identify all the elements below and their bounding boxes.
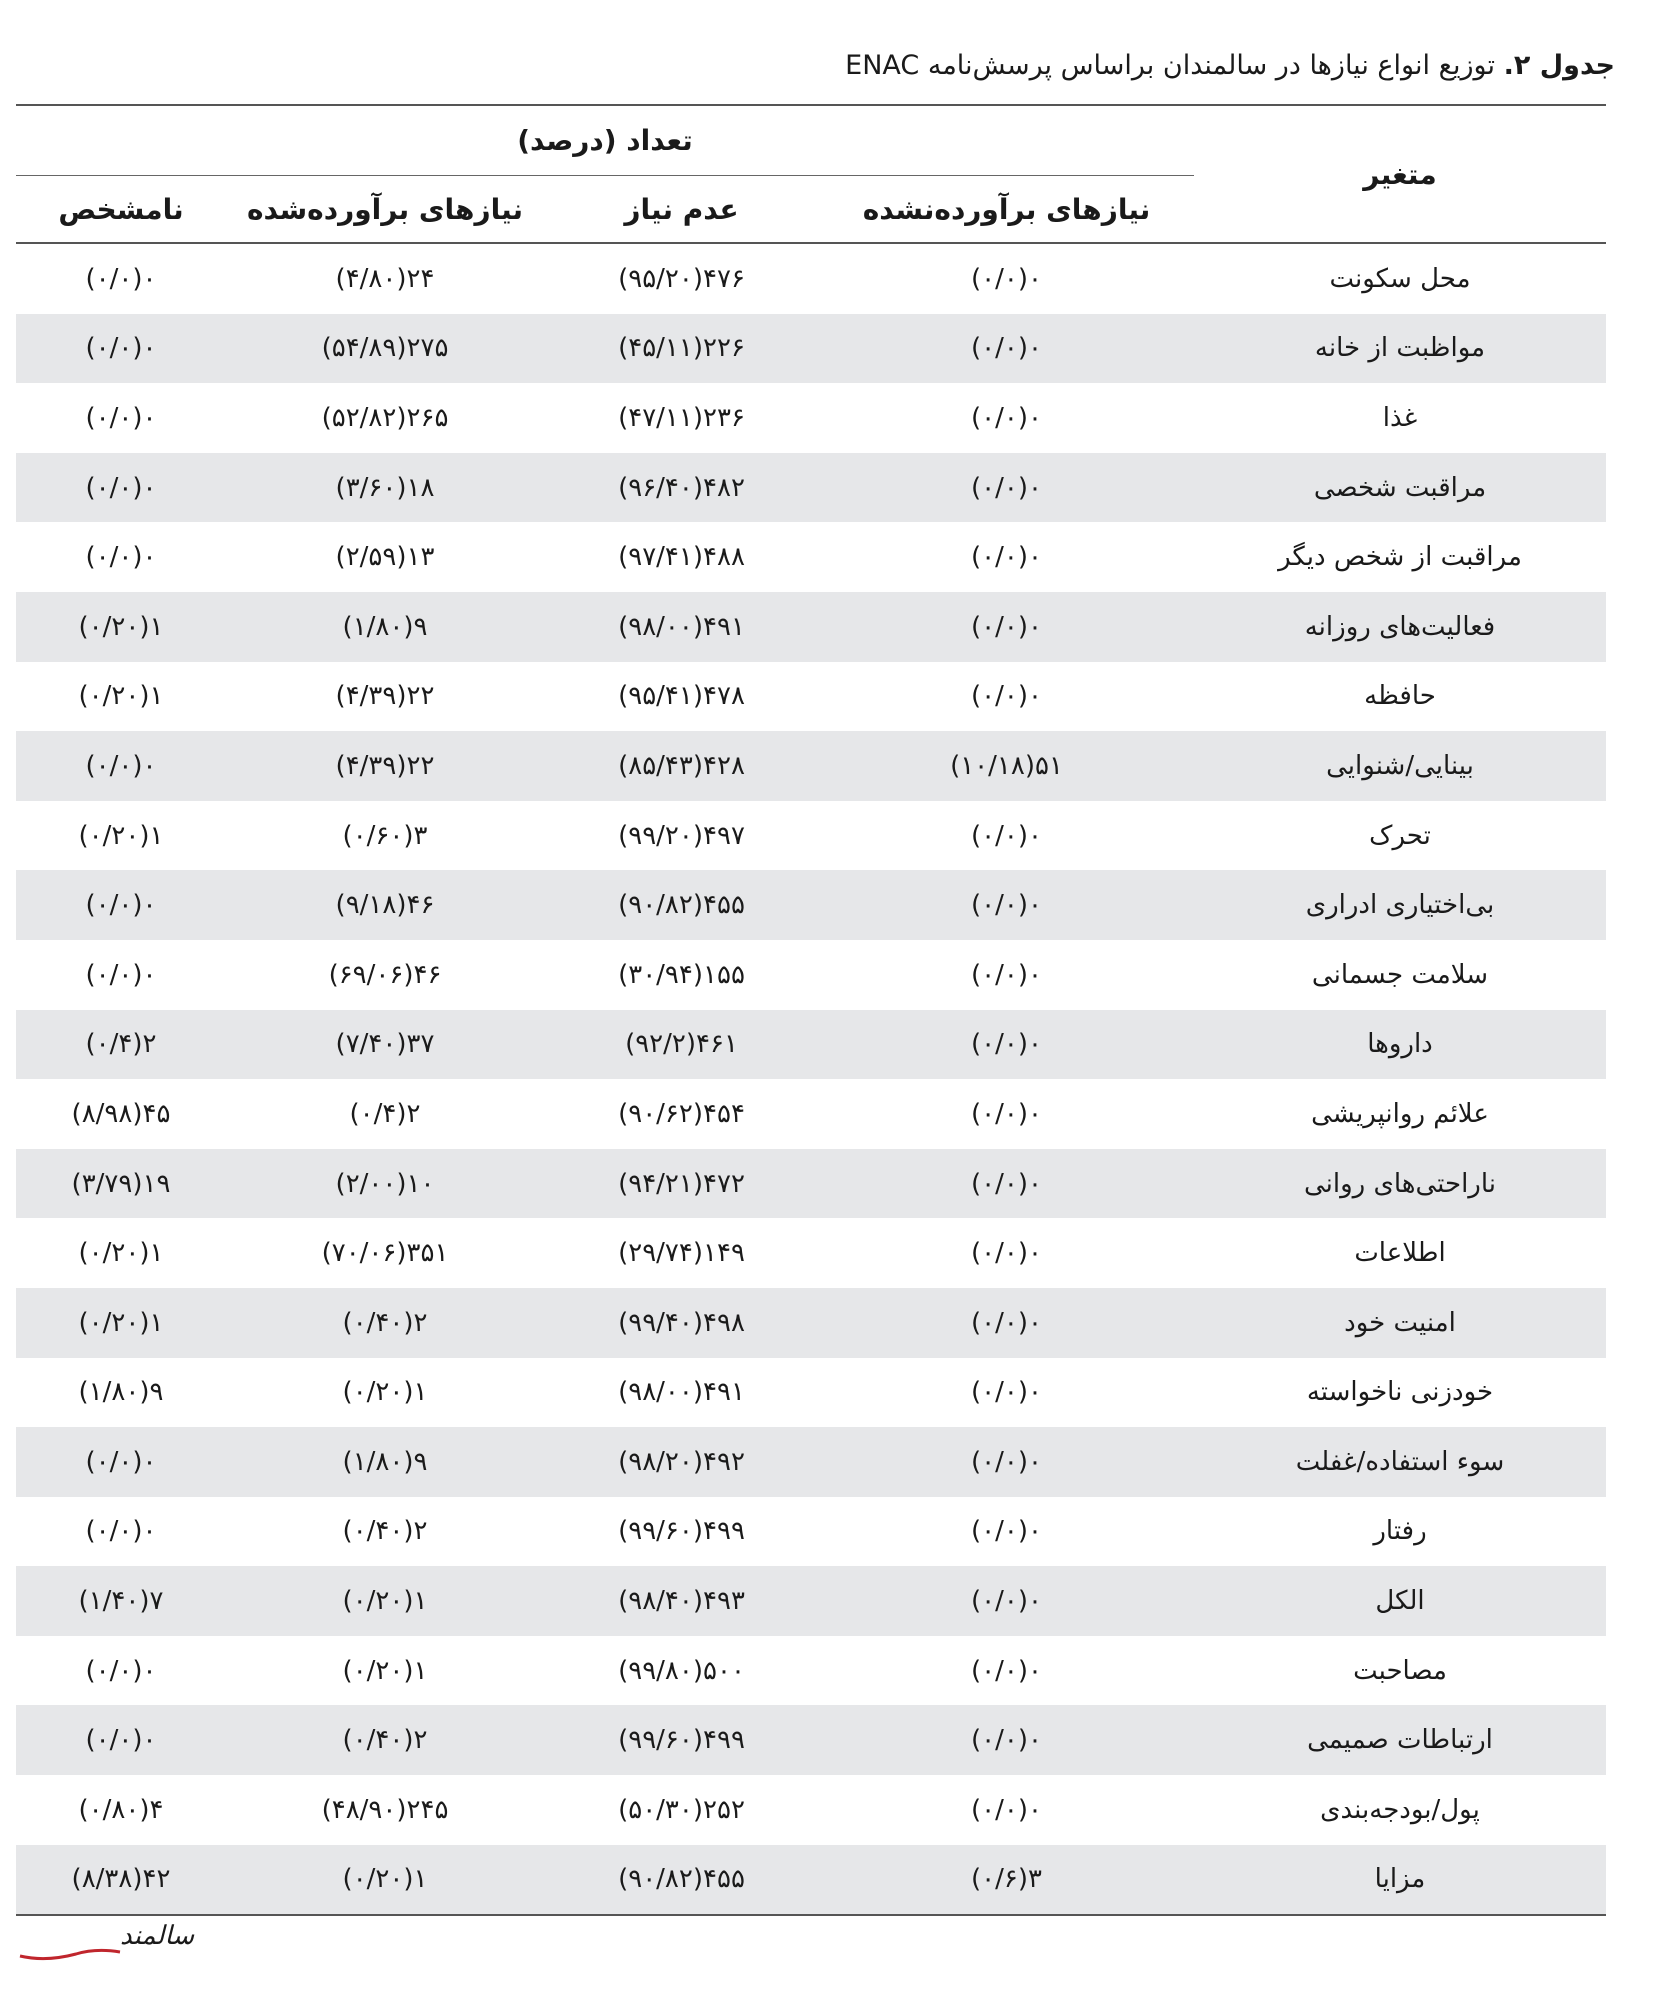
table-row	[16, 1358, 1606, 1428]
cell-no-need: ۱۴۹(۲۹/۷۴)	[618, 1238, 745, 1269]
table-row	[16, 1636, 1606, 1706]
table-caption	[35, 46, 1615, 86]
cell-no-need: ۴۷۲(۹۴/۲۱)	[544, 1149, 819, 1219]
cell-met-needs: ۲(۰/۴۰)	[342, 1516, 428, 1547]
table-row	[16, 453, 1606, 523]
cell-variable: امنیت خود	[1194, 1288, 1606, 1358]
cell-unmet-needs: ۰(۰/۰)	[971, 820, 1042, 851]
cell-met-needs: ۳۵۱(۷۰/۰۶)	[321, 1238, 449, 1269]
table-row	[16, 662, 1606, 732]
cell-unmet-needs: ۰(۰/۰)	[971, 1516, 1042, 1547]
cell-no-need: ۵۰۰(۹۹/۸۰)	[618, 1655, 745, 1686]
cell-met-needs: ۴۶(۹/۱۸)	[226, 870, 544, 940]
cell-unknown: ۱(۰/۲۰)	[78, 820, 164, 851]
cell-unmet-needs: ۰(۰/۰)	[819, 870, 1194, 940]
table-row	[16, 940, 1606, 1010]
cell-met-needs: ۱(۰/۲۰)	[342, 1377, 428, 1408]
cell-variable: مراقبت شخصی	[1194, 453, 1606, 523]
cell-unmet-needs: ۰(۰/۰)	[819, 314, 1194, 384]
table-row	[16, 1288, 1606, 1358]
table-row	[16, 1427, 1606, 1497]
cell-unknown: ۰(۰/۰)	[16, 731, 226, 801]
cell-no-need: ۴۵۵(۹۰/۸۲)	[544, 870, 819, 940]
needs-table	[16, 104, 1606, 1916]
needs-table-wrapper	[16, 104, 1606, 1916]
cell-unmet-needs: ۰(۰/۰)	[819, 453, 1194, 523]
cell-variable: محل سکونت	[1329, 263, 1471, 294]
table-row	[16, 1149, 1606, 1219]
cell-met-needs: ۱۳(۲/۵۹)	[335, 542, 435, 573]
table-row	[16, 870, 1606, 940]
cell-no-need: ۱۵۵(۳۰/۹۴)	[618, 959, 745, 990]
cell-unmet-needs: ۰(۰/۰)	[971, 1377, 1042, 1408]
cell-unmet-needs: ۰(۰/۰)	[819, 1705, 1194, 1775]
cell-unknown: ۰(۰/۰)	[16, 870, 226, 940]
table-row	[16, 731, 1606, 801]
cell-unmet-needs: ۰(۰/۰)	[971, 1238, 1042, 1269]
cell-unknown: ۱(۰/۲۰)	[78, 681, 164, 712]
table-header	[16, 105, 1606, 243]
cell-unknown: ۴۲(۸/۳۸)	[16, 1845, 226, 1916]
table-row	[16, 1845, 1606, 1916]
cell-unknown: ۰(۰/۰)	[16, 314, 226, 384]
cell-met-needs: ۱۸(۳/۶۰)	[226, 453, 544, 523]
cell-no-need: ۲۳۶(۴۷/۱۱)	[618, 402, 745, 433]
cell-unknown: ۰(۰/۰)	[16, 453, 226, 523]
cell-unknown: ۷(۱/۴۰)	[16, 1566, 226, 1636]
table-body	[16, 243, 1606, 1915]
table-row	[16, 383, 1606, 453]
header-group-count-percent: تعداد (درصد)	[16, 105, 1194, 176]
table-row	[16, 1218, 1606, 1288]
cell-variable: علائم روانپریشی	[1311, 1098, 1489, 1129]
cell-no-need: ۴۹۲(۹۸/۲۰)	[544, 1427, 819, 1497]
cell-variable: مواظبت از خانه	[1194, 314, 1606, 384]
cell-variable: مزایا	[1194, 1845, 1606, 1916]
cell-no-need: ۴۹۳(۹۸/۴۰)	[544, 1566, 819, 1636]
cell-variable: الکل	[1194, 1566, 1606, 1636]
cell-no-need: ۴۹۹(۹۹/۶۰)	[544, 1705, 819, 1775]
cell-unmet-needs: ۰(۰/۰)	[971, 1794, 1042, 1825]
table-row	[16, 1566, 1606, 1636]
cell-unknown: ۰(۰/۰)	[85, 263, 157, 294]
cell-no-need: ۴۸۲(۹۶/۴۰)	[544, 453, 819, 523]
cell-no-need: ۴۲۸(۸۵/۴۳)	[544, 731, 819, 801]
table-row	[16, 1705, 1606, 1775]
cell-met-needs: ۲۷۵(۵۴/۸۹)	[226, 314, 544, 384]
cell-unknown: ۰(۰/۰)	[85, 1516, 157, 1547]
cell-no-need: ۴۹۸(۹۹/۴۰)	[544, 1288, 819, 1358]
cell-met-needs: ۲۴۵(۴۸/۹۰)	[321, 1794, 449, 1825]
cell-unknown: ۹(۱/۸۰)	[78, 1377, 164, 1408]
header-variable: متغیر	[1194, 105, 1606, 243]
cell-met-needs: ۲۲(۴/۳۹)	[226, 731, 544, 801]
cell-variable: اطلاعات	[1354, 1238, 1446, 1269]
table-row	[16, 243, 1606, 314]
cell-unmet-needs: ۰(۰/۰)	[971, 1098, 1042, 1129]
table-row	[16, 801, 1606, 871]
cell-variable: تحرک	[1369, 820, 1431, 851]
cell-unmet-needs: ۰(۰/۰)	[971, 681, 1042, 712]
cell-met-needs: ۱(۰/۲۰)	[226, 1845, 544, 1916]
cell-no-need: ۴۵۵(۹۰/۸۲)	[544, 1845, 819, 1916]
cell-unmet-needs: ۰(۰/۰)	[971, 542, 1042, 573]
cell-unknown: ۴۵(۸/۹۸)	[71, 1098, 171, 1129]
cell-no-need: ۴۹۷(۹۹/۲۰)	[618, 820, 745, 851]
cell-met-needs: ۴۶(۶۹/۰۶)	[328, 959, 442, 990]
cell-unknown: ۱۹(۳/۷۹)	[16, 1149, 226, 1219]
cell-met-needs: ۲۲(۴/۳۹)	[335, 681, 435, 712]
cell-met-needs: ۲(۰/۴)	[349, 1098, 421, 1129]
header-no-need: عدم نیاز	[544, 176, 819, 244]
cell-met-needs: ۹(۱/۸۰)	[226, 1427, 544, 1497]
cell-unmet-needs: ۰(۰/۰)	[819, 1288, 1194, 1358]
cell-met-needs: ۲(۰/۴۰)	[226, 1288, 544, 1358]
table-row	[16, 1775, 1606, 1845]
cell-unmet-needs: ۰(۰/۰)	[971, 1655, 1042, 1686]
cell-unmet-needs: ۰(۰/۰)	[819, 1010, 1194, 1080]
cell-no-need: ۴۷۸(۹۵/۴۱)	[618, 681, 745, 712]
cell-unmet-needs: ۰(۰/۰)	[819, 1427, 1194, 1497]
cell-unknown: ۰(۰/۰)	[85, 1655, 157, 1686]
table-row	[16, 1010, 1606, 1080]
cell-met-needs: ۲۶۵(۵۲/۸۲)	[321, 402, 449, 433]
cell-variable: مراقبت از شخص دیگر	[1278, 542, 1522, 573]
cell-unmet-needs: ۳(۰/۶)	[819, 1845, 1194, 1916]
cell-unmet-needs: ۰(۰/۰)	[971, 959, 1042, 990]
cell-variable: بی‌اختیاری ادراری	[1194, 870, 1606, 940]
cell-no-need: ۴۷۶(۹۵/۲۰)	[618, 263, 745, 294]
cell-variable: ناراحتی‌های روانی	[1194, 1149, 1606, 1219]
cell-unmet-needs: ۰(۰/۰)	[819, 1566, 1194, 1636]
cell-variable: مصاحبت	[1353, 1655, 1447, 1686]
cell-variable: داروها	[1194, 1010, 1606, 1080]
cell-met-needs: ۳۷(۷/۴۰)	[226, 1010, 544, 1080]
cell-unknown: ۱(۰/۲۰)	[16, 1288, 226, 1358]
cell-met-needs: ۲(۰/۴۰)	[226, 1705, 544, 1775]
cell-variable: بینایی/شنوایی	[1194, 731, 1606, 801]
caption-text: توزیع انواع نیازها در سالمندان براساس پرسش‌نامه ENAC	[845, 50, 1495, 81]
header-met-needs: نیازهای برآورده‌شده	[226, 176, 544, 244]
cell-variable: پول/بودجه‌بندی	[1320, 1794, 1480, 1825]
cell-variable: رفتار	[1373, 1516, 1427, 1547]
cell-variable: سلامت جسمانی	[1311, 959, 1489, 990]
header-unmet-needs: نیازهای برآورده‌نشده	[819, 176, 1194, 244]
cell-unknown: ۱(۰/۲۰)	[16, 592, 226, 662]
cell-unknown: ۱(۰/۲۰)	[78, 1238, 164, 1269]
cell-unknown: ۴(۰/۸۰)	[78, 1794, 164, 1825]
cell-unmet-needs: ۰(۰/۰)	[971, 402, 1042, 433]
cell-met-needs: ۱(۰/۲۰)	[226, 1566, 544, 1636]
cell-no-need: ۴۹۹(۹۹/۶۰)	[618, 1516, 745, 1547]
table-row	[16, 1497, 1606, 1567]
cell-unknown: ۰(۰/۰)	[85, 959, 157, 990]
cell-unknown: ۰(۰/۰)	[16, 1705, 226, 1775]
salmand-logo	[16, 1912, 195, 1964]
header-unknown: نامشخص	[16, 176, 226, 244]
cell-unmet-needs: ۰(۰/۰)	[819, 592, 1194, 662]
cell-variable: سوء استفاده/غفلت	[1194, 1427, 1606, 1497]
cell-unknown: ۰(۰/۰)	[16, 1427, 226, 1497]
cell-met-needs: ۲۴(۴/۸۰)	[335, 263, 435, 294]
table-row	[16, 314, 1606, 384]
table-row	[16, 522, 1606, 592]
cell-unknown: ۲(۰/۴)	[16, 1010, 226, 1080]
cell-unmet-needs: ۰(۰/۰)	[819, 1149, 1194, 1219]
cell-no-need: ۴۹۱(۹۸/۰۰)	[618, 1377, 745, 1408]
logo-underline-stroke	[20, 1950, 120, 1958]
logo-text: سالمند	[120, 1921, 195, 1951]
cell-variable: حافظه	[1364, 681, 1436, 712]
cell-no-need: ۴۸۸(۹۷/۴۱)	[618, 542, 745, 573]
cell-met-needs: ۱۰(۲/۰۰)	[226, 1149, 544, 1219]
cell-unknown: ۰(۰/۰)	[85, 542, 157, 573]
cell-no-need: ۴۹۱(۹۸/۰۰)	[544, 592, 819, 662]
cell-met-needs: ۱(۰/۲۰)	[342, 1655, 428, 1686]
cell-unmet-needs: ۰(۰/۰)	[971, 263, 1042, 294]
table-row	[16, 1079, 1606, 1149]
cell-variable: غذا	[1382, 402, 1418, 433]
cell-unknown: ۰(۰/۰)	[85, 402, 157, 433]
cell-variable: ارتباطات صمیمی	[1194, 1705, 1606, 1775]
cell-met-needs: ۳(۰/۶۰)	[342, 820, 428, 851]
cell-no-need: ۴۵۴(۹۰/۶۲)	[618, 1098, 745, 1129]
table-row	[16, 592, 1606, 662]
cell-variable: خودزنی ناخواسته	[1306, 1377, 1494, 1408]
cell-met-needs: ۹(۱/۸۰)	[226, 592, 544, 662]
cell-no-need: ۲۵۲(۵۰/۳۰)	[618, 1794, 745, 1825]
cell-variable: فعالیت‌های روزانه	[1194, 592, 1606, 662]
cell-no-need: ۴۶۱(۹۲/۲)	[544, 1010, 819, 1080]
caption-label: جدول ۲.	[1503, 50, 1615, 81]
cell-no-need: ۲۲۶(۴۵/۱۱)	[544, 314, 819, 384]
cell-unmet-needs: ۵۱(۱۰/۱۸)	[819, 731, 1194, 801]
